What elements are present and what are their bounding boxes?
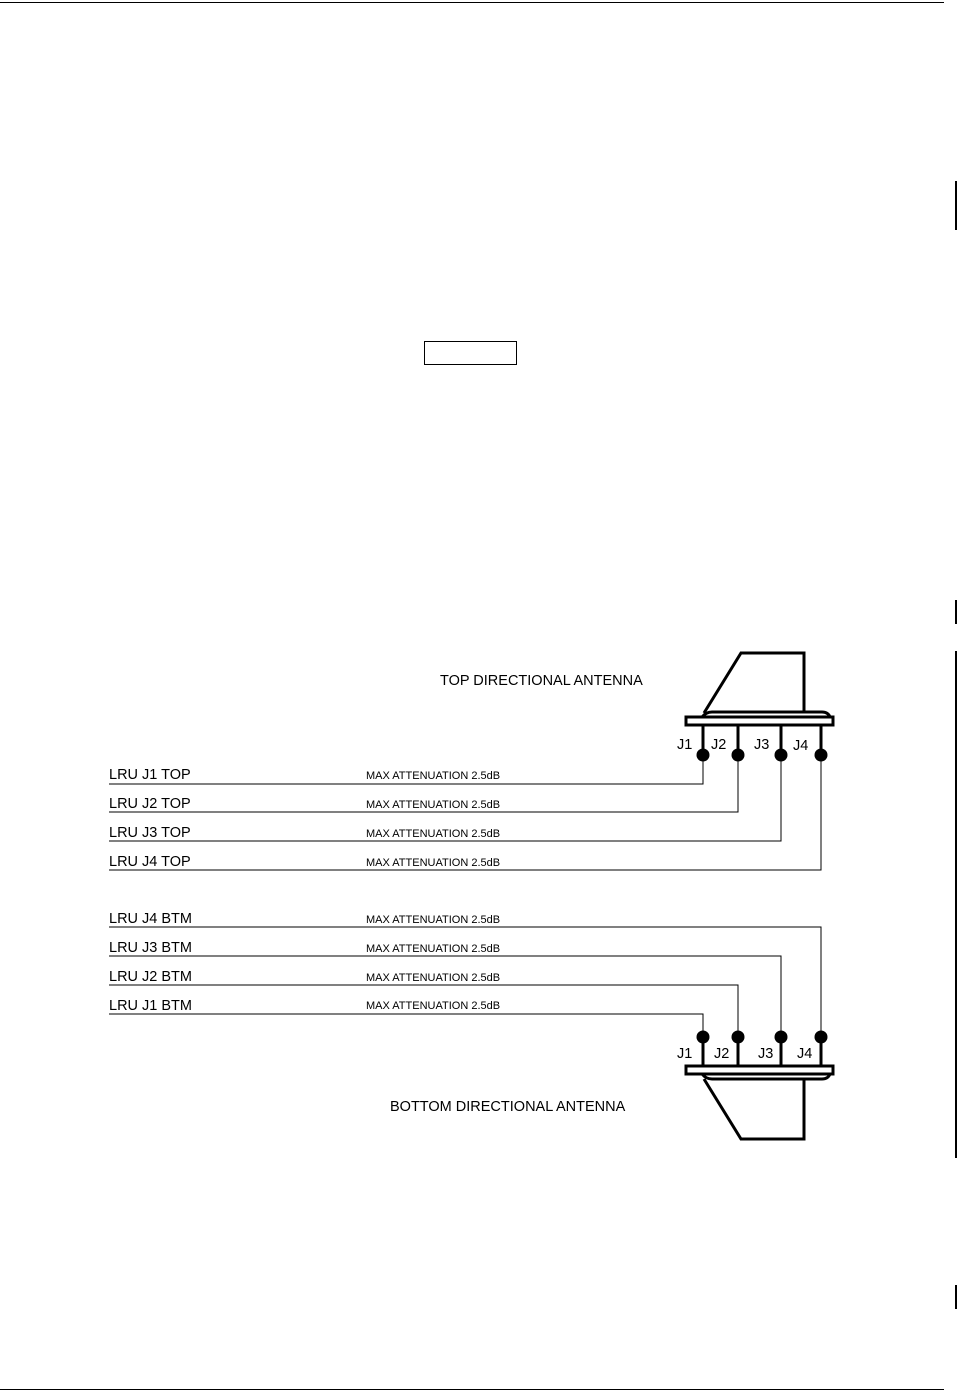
cable-wire [109,1014,703,1032]
attenuation-note: MAX ATTENUATION 2.5dB [366,1000,501,1012]
cable-wire [109,956,781,1032]
bottom-port-label-j3: J3 [758,1046,774,1062]
attenuation-note: MAX ATTENUATION 2.5dB [366,828,501,840]
attenuation-note: MAX ATTENUATION 2.5dB [366,914,501,926]
attenuation-note: MAX ATTENUATION 2.5dB [366,972,501,984]
bottom-port-label-j2: J2 [714,1046,730,1062]
top-antenna [440,653,833,762]
top-port-label-j1: J1 [677,737,693,753]
bottom-port-label-j4: J4 [797,1046,813,1062]
top-antenna-base-plate [686,717,833,725]
top-port-label-j4: J4 [793,738,809,754]
cable-label: LRU J2 BTM [109,969,192,985]
attenuation-note: MAX ATTENUATION 2.5dB [366,799,501,811]
top-port-connector-j2 [732,749,745,762]
cable-label: LRU J2 TOP [109,796,191,812]
top-port-label-j3: J3 [754,737,770,753]
cable-label: LRU J3 TOP [109,825,191,841]
top-port-label-j2: J2 [711,737,727,753]
top-cables [109,760,821,870]
top-port-connector-j4 [815,749,828,762]
cable-lru-j3-btm [109,940,781,1032]
bottom-cables [109,911,821,1032]
top-antenna-body [704,653,804,713]
cable-lru-j1-top [109,760,703,784]
cable-label: LRU J3 BTM [109,940,192,956]
cable-lru-j2-top [109,760,738,812]
bottom-antenna-title: BOTTOM DIRECTIONAL ANTENNA [390,1099,626,1115]
top-port-connector-j1 [697,749,710,762]
top-port-connector-j3 [775,749,788,762]
cable-label: LRU J4 BTM [109,911,192,927]
bottom-antenna-body [704,1079,804,1139]
cable-label: LRU J1 BTM [109,998,192,1014]
cable-lru-j1-btm [109,998,703,1032]
bottom-antenna [390,1031,833,1140]
attenuation-note: MAX ATTENUATION 2.5dB [366,943,501,955]
bottom-antenna-base-plate [686,1066,833,1074]
cable-label: LRU J4 TOP [109,854,191,870]
attenuation-note: MAX ATTENUATION 2.5dB [366,770,501,782]
top-antenna-title: TOP DIRECTIONAL ANTENNA [440,673,643,689]
attenuation-note: MAX ATTENUATION 2.5dB [366,857,501,869]
cable-label: LRU J1 TOP [109,767,191,783]
bottom-port-label-j1: J1 [677,1046,693,1062]
